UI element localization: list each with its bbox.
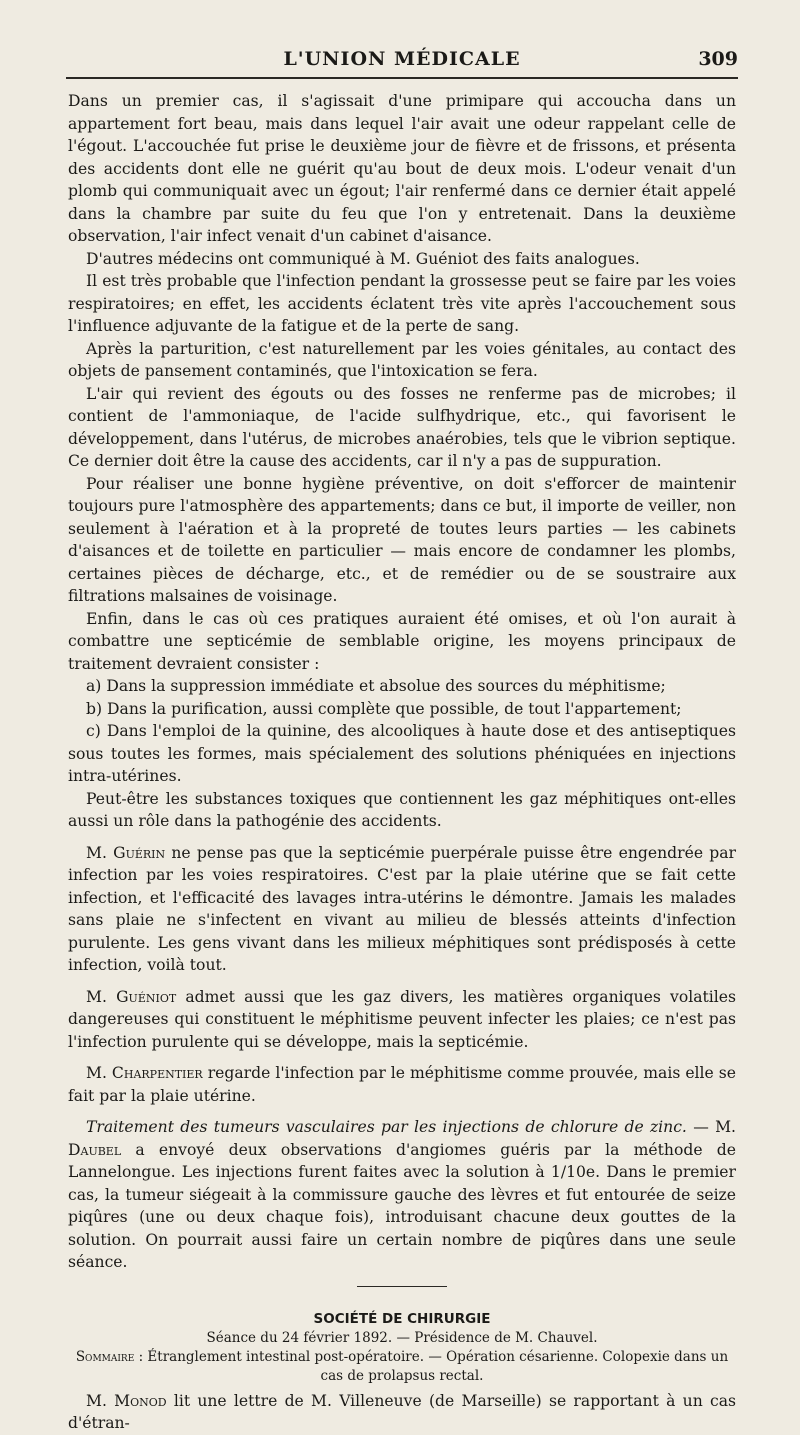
paragraph-text: admet aussi que les gaz divers, les matières organiques volatiles dangereuses qui constituent le méphitisme peuvent infecter les plaies; ce n'est pas l'infection purulente qui se développe, mais la septicémie. [68,987,736,1051]
running-header [66,46,738,72]
speaker-name: M. Guérin [86,843,166,862]
paragraph-1: Dans un premier cas, il s'agissait d'une primipare qui accoucha dans un appartement fort beau, mais dans lequel l'air avait une odeur rappelant celle de l'égout. L'accouchée fut prise le deuxième jour de fièvre et de frissons, et présenta des accidents dont elle ne guérit qu'au bout de deux mois. L'odeur venait d'un plomb qui communiquait avec un égout; l'air renfermé dans ce dernier était appelé dans la chambre par suite du feu que l'on y entretenait. Dans la deuxième observation, l'air infect venait d'un cabinet d'aisance. [68,92,736,245]
paragraph-5: L'air qui revient des égouts ou des fosses ne renferme pas de microbes; il contient de l'ammoniaque, de l'acide sulfhydrique, etc., qui favorisent le développement, dans l'utérus, de microbes anaérobies, tels que le vibrion septique. Ce dernier doit être la cause des accidents, car il n'y a pas de suppuration. [68,384,736,470]
paragraph-text: regarde l'infection par le méphitisme comme prouvée, mais elle se fait par la plaie utérine. [68,1064,736,1105]
paragraph-2: D'autres médecins ont communiqué à M. Guéniot des faits analogues. [86,249,640,268]
list-item-c: c) Dans l'emploi de la quinine, des alcooliques à haute dose et des antiseptiques sous toutes les formes, mais spécialement des solutions phéniquées en injections intra-utérines. [68,722,736,785]
dash: — M. [686,1118,737,1136]
speaker-name: M. Charpentier [86,1064,203,1082]
paragraph-7: Enfin, dans le cas où ces pratiques auraient été omises, et où l'on aurait à combattre une septicémie de semblable origine, les moyens principaux de traitement devraient consister : [68,609,736,673]
list-item-a: a) Dans la suppression immédiate et absolue des sources du méphitisme; [86,677,666,695]
paragraph-charpentier [68,1062,736,1107]
speaker-name: M. Monod [86,1391,167,1410]
summary-text: : Étranglement intestinal post-opératoire. — Opération césarienne. Colopexie dans un cas de prolapsus rectal. [134,1348,729,1384]
separator-rule [357,1286,447,1287]
session-line: Séance du 24 février 1892. — Présidence de M. Chauvel. [206,1329,598,1346]
paragraph-monod [68,1390,736,1435]
paragraph-text: ne pense pas que la septicémie puerpérale puisse être engendrée par infection par les voies respiratoires. C'est par la plaie utérine que se fait cette infection, et l'efficacité des lavages intra-utérins le démontre. Jamais les malades sans plaie ne s'infectent en vivant au milieu de blessés atteints d'infection purulente. Les gens vivant dans les milieux méphitiques sont prédisposés à cette infection, voilà tout. [68,843,736,974]
speaker-name: Daubel [68,1140,122,1159]
page-number: 309 [698,48,738,70]
society-heading: SOCIÉTÉ DE CHIRURGIE [313,1310,491,1327]
paragraph-3: Il est très probable que l'infection pendant la grossesse peut se faire par les voies respiratoires; en effet, les accidents éclatent très vite après l'accouchement sous l'influence adjuvante de la fatigue et de la perte de sang. [68,272,736,335]
summary-label: Sommaire [75,1348,135,1365]
text-body [68,90,736,1435]
paragraph-daubel [68,1116,736,1274]
journal-title: L'UNION MÉDICALE [283,48,521,70]
paragraph-gueniot [68,986,736,1054]
summary-line [68,1348,736,1386]
paragraph-text: lit une lettre de M. Villeneuve (de Marseille) se rapportant à un cas d'étran- [68,1391,737,1432]
section-title: Traitement des tumeurs vasculaires par les injections de chlorure de zinc. [86,1118,687,1136]
header-rule [66,77,738,79]
paragraph-text: a envoyé deux observations d'angiomes guéris par la méthode de Lannelongue. Les injections furent faites avec la solution à 1/10e. Dans le premier cas, la tumeur siégeait à la commissure gauche des lèvres et fut entourée de seize piqûres (une ou deux chaque fois), introduisant chacune deux gouttes de la solution. On pourrait aussi faire un certain nombre de piqûres dans une seule séance. [68,1140,736,1271]
paragraph-4: Après la parturition, c'est naturellement par les voies génitales, au contact des objets de pansement contaminés, que l'intoxication se fera. [68,339,736,380]
speaker-name: M. Guéniot [86,987,177,1006]
list-item-b: b) Dans la purification, aussi complète que possible, de tout l'appartement; [86,699,682,718]
paragraph-guerin [68,842,736,977]
paragraph-11: Peut-être les substances toxiques que contiennent les gaz méphitiques ont-elles aussi un rôle dans la pathogénie des accidents. [68,789,736,830]
paragraph-6: Pour réaliser une bonne hygiène préventive, on doit s'efforcer de maintenir toujours pure l'atmosphère des appartements; dans ce but, il importe de veiller, non seulement à l'aération et à la propreté de toutes leurs parties — les cabinets d'aisances et de toilette en particulier — mais encore de condamner les plombs, certaines pièces de décharge, etc., et de remédier ou de se soustraire aux filtrations malsaines de voisinage. [68,474,736,605]
